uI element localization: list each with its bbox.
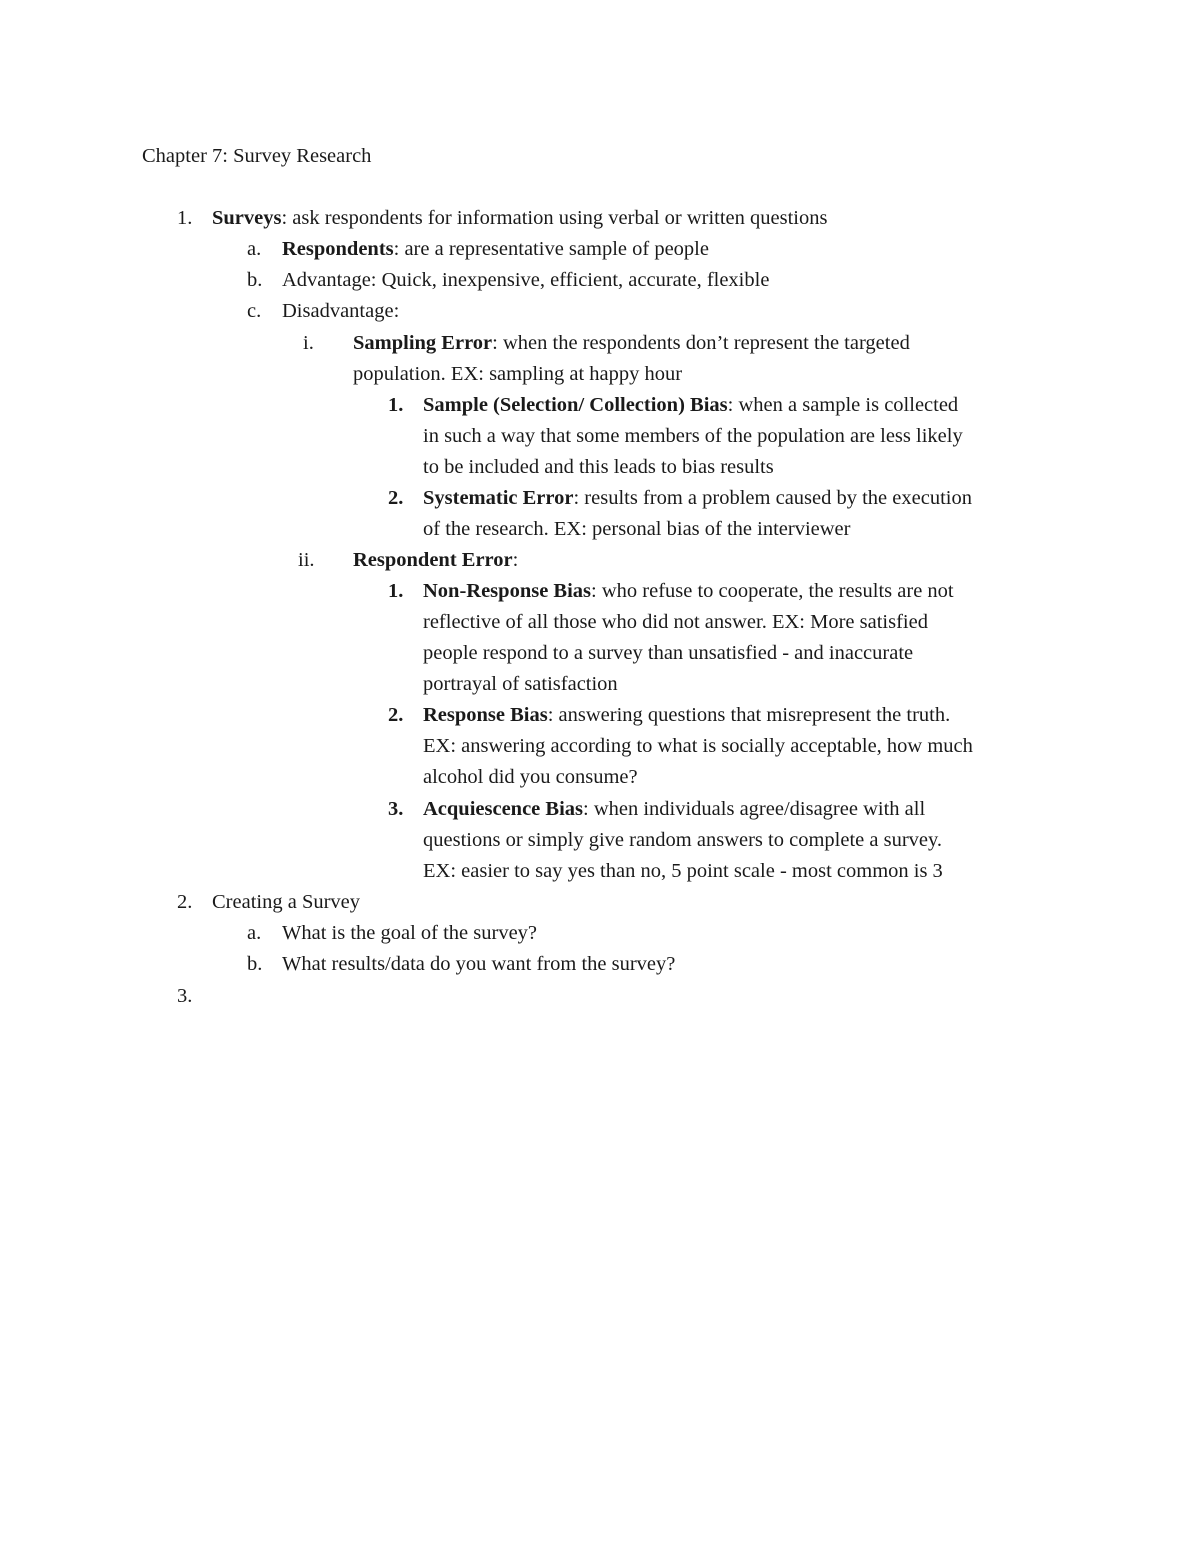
term: Non-Response Bias (423, 580, 592, 602)
list-marker: 2. (388, 704, 404, 726)
list-marker: i. (303, 332, 314, 354)
term: Acquiescence Bias (423, 798, 583, 820)
term: Sample (Selection/ Collection) Bias (423, 394, 728, 416)
list-marker: b. (247, 953, 263, 975)
definition: : ask respondents for information using verbal or written questions (281, 207, 828, 229)
definition: : (512, 549, 519, 571)
list-item-response-bias (423, 702, 950, 728)
list-item-disadvantage: Disadvantage: (282, 300, 400, 322)
list-item-survey-goal: What is the goal of the survey? (282, 922, 538, 944)
list-item-continuation: to be included and this leads to bias results (423, 456, 774, 478)
list-item-continuation: of the research. EX: personal bias of the interviewer (423, 518, 851, 540)
definition: : who refuse to cooperate, the results are not (591, 580, 954, 602)
term: Respondents (282, 238, 394, 260)
page-title: Chapter 7: Survey Research (142, 145, 372, 167)
list-item-continuation: questions or simply give random answers to complete a survey. (423, 829, 943, 851)
list-item-continuation: people respond to a survey than unsatisfied - and inaccurate (423, 642, 914, 664)
definition: : when the respondents don’t represent the targeted (492, 332, 910, 354)
list-marker: c. (247, 300, 262, 322)
list-marker: ii. (298, 549, 315, 571)
list-marker: 1. (177, 207, 193, 229)
list-item-surveys (212, 205, 827, 231)
definition: : answering questions that misrepresent the truth. (547, 704, 951, 726)
list-item-sample-bias (423, 392, 958, 418)
list-marker: b. (247, 269, 263, 291)
term: Systematic Error (423, 487, 574, 509)
list-item-continuation: alcohol did you consume? (423, 766, 638, 788)
definition: : results from a problem caused by the execution (573, 487, 972, 509)
list-item-non-response-bias (423, 578, 954, 604)
list-item-advantage: Advantage: Quick, inexpensive, efficient, accurate, flexible (282, 269, 770, 291)
list-marker: a. (247, 238, 262, 260)
list-item-continuation: population. EX: sampling at happy hour (353, 363, 683, 385)
definition: : when a sample is collected (727, 394, 959, 416)
definition: : when individuals agree/disagree with all (583, 798, 926, 820)
list-item-continuation: EX: answering according to what is socially acceptable, how much (423, 735, 973, 757)
list-marker: a. (247, 922, 262, 944)
term: Surveys (212, 207, 282, 229)
list-item-continuation: EX: easier to say yes than no, 5 point scale - most common is 3 (423, 860, 943, 882)
list-item-respondents (282, 236, 709, 262)
list-item-acquiescence-bias (423, 796, 925, 822)
list-item-systematic-error (423, 485, 972, 511)
list-marker: 2. (388, 487, 404, 509)
term: Sampling Error (353, 332, 493, 354)
definition: : are a representative sample of people (393, 238, 709, 260)
list-item-continuation: portrayal of satisfaction (423, 673, 618, 695)
list-marker: 3. (388, 798, 404, 820)
list-item-survey-results: What results/data do you want from the survey? (282, 953, 676, 975)
term: Respondent Error (353, 549, 513, 571)
list-marker: 3. (177, 985, 193, 1007)
list-item-continuation: in such a way that some members of the population are less likely (423, 425, 963, 447)
list-marker: 1. (388, 580, 404, 602)
list-item-respondent-error (353, 547, 518, 573)
term: Response Bias (423, 704, 548, 726)
list-item-sampling-error (353, 330, 910, 356)
list-marker: 2. (177, 891, 193, 913)
list-marker: 1. (388, 394, 404, 416)
list-item-continuation: reflective of all those who did not answer. EX: More satisfied (423, 611, 928, 633)
list-item-creating-survey: Creating a Survey (212, 891, 361, 913)
